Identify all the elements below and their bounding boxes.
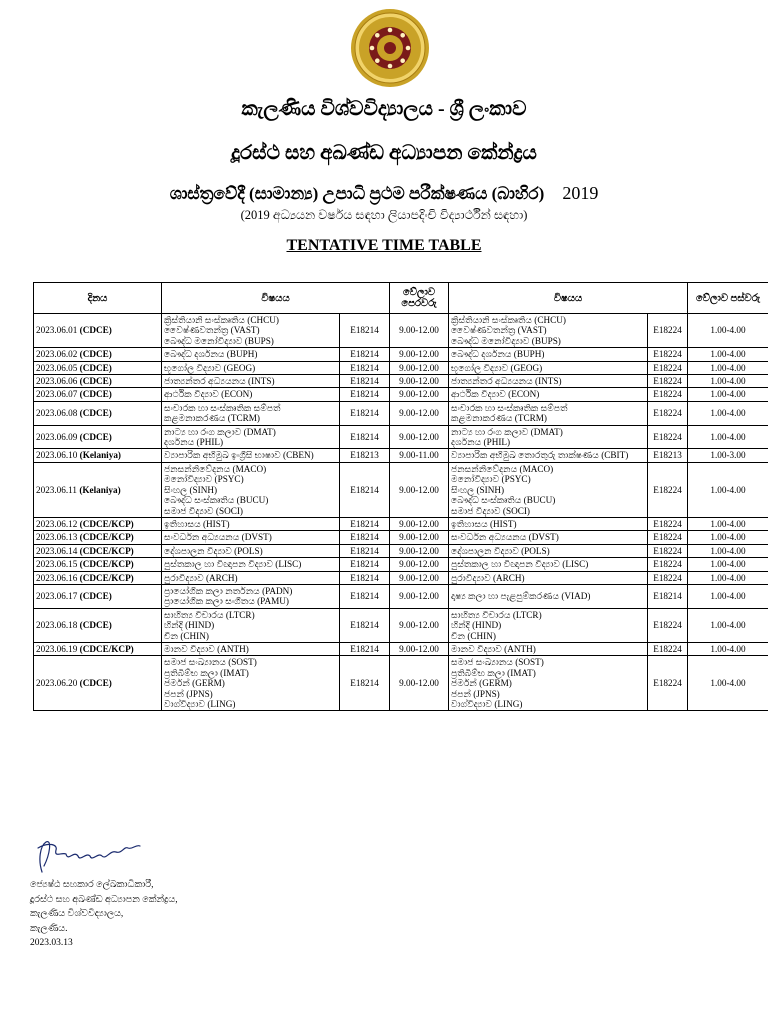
morning-time: 9.00-12.00 (390, 531, 449, 544)
morning-subjects-cell (162, 388, 340, 401)
exam-centre: (CDCE) (79, 591, 112, 602)
afternoon-time: 1.00-4.00 (688, 361, 768, 374)
morning-paper-code: E18214 (340, 531, 390, 544)
exam-centre: (Kelaniya) (79, 484, 121, 495)
morning-time: 9.00-12.00 (390, 314, 449, 348)
subject-line: බෞද්ධ මනෝවිද්‍යාව (BUPS) (164, 335, 274, 346)
subject-line: පුරාවිද්‍යාව (ARCH) (164, 572, 238, 583)
document-title: TENTATIVE TIME TABLE (286, 237, 482, 254)
morning-paper-code: E18214 (340, 642, 390, 655)
afternoon-paper-code: E18224 (648, 361, 688, 374)
exam-centre: (CDCE/KCP) (79, 643, 134, 654)
exam-date: 2023.06.01 (36, 325, 78, 336)
table-row (34, 348, 768, 361)
date-cell (34, 375, 162, 388)
subject-line: පුස්තකාල හා විඥාපන විද්‍යාව (LISC) (164, 559, 302, 570)
issue-date: 2023.03.13 (30, 938, 73, 948)
table-header-row (34, 283, 768, 314)
exam-date: 2023.06.19 (36, 643, 78, 654)
subject-line: දර්ශනය (PHIL) (451, 437, 511, 448)
subject-line: බෞද්ධ සංස්කෘතිය (BUCU) (451, 495, 556, 506)
subject-line: ක්‍රිස්තියානි සංස්කෘතිය (CHCU) (451, 315, 566, 325)
exam-date: 2023.06.05 (36, 362, 78, 373)
date-cell (34, 558, 162, 571)
date-cell (34, 314, 162, 348)
exam-centre: (CDCE) (79, 376, 112, 387)
morning-time: 9.00-12.00 (390, 584, 449, 608)
afternoon-subjects-cell (449, 531, 648, 544)
table-row (34, 375, 768, 388)
date-cell (34, 656, 162, 711)
morning-subjects-cell (162, 544, 340, 557)
subject-line: ඉතිහාසය (HIST) (164, 518, 230, 529)
subject-line: වෛෂ්ණවතන්ත්‍ර (VAST) (451, 325, 547, 336)
subject-line: වාග්විද්‍යාව (LING) (164, 699, 236, 709)
afternoon-paper-code: E18224 (648, 608, 688, 642)
date-cell (34, 401, 162, 425)
afternoon-subjects-cell (449, 462, 648, 517)
subject-line: වාග්විද්‍යාව (LING) (451, 699, 523, 709)
afternoon-subjects-cell (449, 388, 648, 401)
morning-paper-code: E18214 (340, 388, 390, 401)
afternoon-time: 1.00-4.00 (688, 314, 768, 348)
signatory-block (30, 878, 178, 951)
exam-title (0, 183, 768, 204)
afternoon-subjects-cell (449, 544, 648, 557)
afternoon-time: 1.00-4.00 (688, 388, 768, 401)
morning-paper-code: E18213 (340, 449, 390, 462)
morning-paper-code: E18214 (340, 571, 390, 584)
morning-paper-code: E18214 (340, 361, 390, 374)
afternoon-time: 1.00-4.00 (688, 401, 768, 425)
table-row (34, 656, 768, 711)
exam-date: 2023.06.10 (36, 450, 78, 461)
afternoon-paper-code: E18224 (648, 401, 688, 425)
afternoon-subjects-cell (449, 314, 648, 348)
subject-line: සමාජ විද්‍යාව (SOCI) (164, 505, 243, 516)
subject-line: ජනසන්නිවේදනය (MACO) (164, 463, 267, 474)
table-row (34, 558, 768, 571)
afternoon-time: 1.00-4.00 (688, 558, 768, 571)
date-cell (34, 584, 162, 608)
table-row (34, 449, 768, 462)
afternoon-paper-code: E18224 (648, 375, 688, 388)
morning-subjects-cell (162, 375, 340, 388)
subject-line: දේශපාලන විද්‍යාව (POLS) (451, 545, 550, 556)
subject-line: ජාත්‍යන්තර අධ්‍යයනය (INTS) (164, 376, 275, 387)
morning-paper-code: E18214 (340, 401, 390, 425)
afternoon-paper-code: E18213 (648, 449, 688, 462)
afternoon-paper-code: E18224 (648, 425, 688, 449)
signature (32, 832, 152, 880)
exam-centre: (CDCE/KCP) (79, 559, 134, 570)
date-cell (34, 531, 162, 544)
exam-centre: (CDCE/KCP) (79, 545, 134, 556)
subject-line: කළමනාකරණය (TCRM) (164, 413, 260, 424)
table-row (34, 584, 768, 608)
subject-line: දර්ශනය (PHIL) (164, 437, 224, 448)
morning-subjects-cell (162, 517, 340, 530)
afternoon-paper-code: E18224 (648, 544, 688, 557)
morning-paper-code: E18214 (340, 544, 390, 557)
subject-line: සිංහල (SINH) (164, 484, 218, 495)
table-row (34, 571, 768, 584)
afternoon-time: 1.00-4.00 (688, 348, 768, 361)
afternoon-time: 1.00-4.00 (688, 642, 768, 655)
exam-date: 2023.06.07 (36, 389, 78, 400)
afternoon-subjects-cell (449, 642, 648, 655)
date-cell (34, 608, 162, 642)
exam-date: 2023.06.15 (36, 559, 78, 570)
table-row (34, 314, 768, 348)
exam-date: 2023.06.16 (36, 572, 78, 583)
morning-paper-code: E18214 (340, 517, 390, 530)
date-cell (34, 449, 162, 462)
afternoon-subjects-cell (449, 375, 648, 388)
exam-date: 2023.06.20 (36, 678, 78, 689)
morning-subjects-cell (162, 361, 340, 374)
subject-line: ව්‍යාපාරික අභිමුඛ තොරතුරු තාක්ෂණය (CBIT) (451, 450, 629, 461)
morning-subjects-cell (162, 531, 340, 544)
afternoon-time: 1.00-4.00 (688, 425, 768, 449)
subject-line: සාහිත්‍ය විචාරය (LTCR) (451, 609, 542, 620)
university-crest-logo (350, 8, 430, 88)
subject-line: ජනසන්නිවේදනය (MACO) (451, 463, 554, 474)
table-row (34, 388, 768, 401)
date-cell (34, 544, 162, 557)
subject-line: බෞද්ධ මනෝවිද්‍යාව (BUPS) (451, 335, 561, 346)
subject-line: භූගෝල විද්‍යාව (GEOG) (164, 362, 256, 373)
exam-date: 2023.06.14 (36, 545, 78, 556)
exam-centre: (CDCE) (79, 362, 112, 373)
exam-date: 2023.06.06 (36, 376, 78, 387)
subject-line: ප්‍රතිබිම්භ කලා (IMAT) (164, 667, 249, 678)
morning-subjects-cell (162, 558, 340, 571)
afternoon-time: 1.00-3.00 (688, 449, 768, 462)
afternoon-subjects-cell (449, 517, 648, 530)
subject-line: සමාජ සංඛ්‍යානය (SOST) (451, 657, 544, 668)
afternoon-time: 1.00-4.00 (688, 656, 768, 711)
morning-subjects-cell (162, 425, 340, 449)
afternoon-paper-code: E18224 (648, 531, 688, 544)
exam-date: 2023.06.13 (36, 532, 78, 543)
header-time-afternoon: වේලාව පස්වරු (688, 283, 768, 314)
exam-date: 2023.06.08 (36, 408, 78, 419)
table-row (34, 361, 768, 374)
morning-subjects-cell (162, 462, 340, 517)
morning-time: 9.00-12.00 (390, 348, 449, 361)
subject-line: ඉතිහාසය (HIST) (451, 518, 517, 529)
afternoon-subjects-cell (449, 571, 648, 584)
morning-paper-code: E18214 (340, 608, 390, 642)
afternoon-paper-code: E18224 (648, 571, 688, 584)
exam-centre: (CDCE) (79, 325, 112, 336)
subject-line: මානව විද්‍යාව (ANTH) (451, 643, 536, 654)
subject-line: ව්‍යාපාරික අභිමුඛ ඉංග්‍රීසි භාෂාව (CBEN) (164, 450, 314, 461)
exam-date: 2023.06.11 (36, 484, 78, 495)
subject-line: ආර්ථික විද්‍යාව (ECON) (451, 389, 540, 400)
signatory-centre: දූරස්ථ සහ අඛණ්ඩ අධ්‍යාපන කේන්ද්‍රය, (30, 894, 178, 905)
subject-line: සංවර්ධන අධ්‍යයනය (DVST) (164, 532, 272, 543)
afternoon-time: 1.00-4.00 (688, 584, 768, 608)
afternoon-subjects-cell (449, 348, 648, 361)
subject-line: ජාත්‍යන්තර අධ්‍යයනය (INTS) (451, 376, 562, 387)
morning-time: 9.00-12.00 (390, 558, 449, 571)
table-row (34, 531, 768, 544)
morning-time: 9.00-11.00 (390, 449, 449, 462)
afternoon-time: 1.00-4.00 (688, 608, 768, 642)
subject-line: බෞද්ධ දර්ශනය (BUPH) (164, 349, 258, 360)
signatory-university: කැලණිය විශ්වවිද්‍යාලය, (30, 909, 124, 919)
subject-line: මනෝවිද්‍යාව (PSYC) (164, 474, 244, 485)
centre-name: දූරස්ථ සහ අඛණ්ඩ අධ්‍යාපන කේන්ද්‍රය (231, 142, 537, 164)
exam-centre: (CDCE) (79, 408, 112, 419)
morning-time: 9.00-12.00 (390, 517, 449, 530)
date-cell (34, 348, 162, 361)
exam-date: 2023.06.18 (36, 620, 78, 631)
morning-subjects-cell (162, 642, 340, 655)
subject-line: දේශපාලන විද්‍යාව (POLS) (164, 545, 263, 556)
subject-line: බෞද්ධ සංස්කෘතිය (BUCU) (164, 495, 269, 506)
morning-time: 9.00-12.00 (390, 388, 449, 401)
afternoon-time: 1.00-4.00 (688, 375, 768, 388)
exam-centre: (CDCE) (79, 678, 112, 689)
university-name: කැලණිය විශ්වවිද්‍යාලය - ශ්‍රී ලංකාව (241, 98, 527, 120)
exam-centre: (Kelaniya) (79, 450, 121, 461)
exam-name: ශාස්ත්‍රවේදී (සාමාන්‍ය) උපාධි ප්‍රථම පරීක්ෂණය (බාහිර) (169, 184, 545, 203)
header-time-morning: වේලාව පෙරවරු (390, 283, 449, 314)
subject-line: ප්‍රායෝගික කලා සංගීතය (PAMU) (164, 596, 289, 607)
afternoon-subjects-cell (449, 401, 648, 425)
table-row (34, 544, 768, 557)
subject-line: ජපන් (JPNS) (164, 688, 213, 699)
table-row (34, 608, 768, 642)
subject-line: සංචාරක හා සංස්කෘතික සම්පත් (164, 402, 281, 413)
morning-time: 9.00-12.00 (390, 571, 449, 584)
subject-line: නාට්‍ය හා රංග කලාව (DMAT) (451, 426, 563, 437)
subject-line: බෞද්ධ දර්ශනය (BUPH) (451, 349, 545, 360)
morning-time: 9.00-12.00 (390, 425, 449, 449)
afternoon-time: 1.00-4.00 (688, 462, 768, 517)
subject-line: ජපන් (JPNS) (451, 688, 500, 699)
afternoon-subjects-cell (449, 608, 648, 642)
exam-timetable (33, 282, 768, 711)
exam-subtitle: (2019 අධ්‍යයන වර්ෂය සඳහා ලියාපදිංචි විද්‍යාර්ථීන් සඳහා) (240, 208, 528, 222)
subject-line: සාහිත්‍ය විචාරය (LTCR) (164, 609, 255, 620)
morning-subjects-cell (162, 571, 340, 584)
afternoon-paper-code: E18224 (648, 517, 688, 530)
subject-line: ජර්මන් (GERM) (164, 678, 225, 689)
afternoon-subjects-cell (449, 584, 648, 608)
header-date: දිනය (34, 283, 162, 314)
subject-line: ප්‍රතිබිම්භ කලා (IMAT) (451, 667, 536, 678)
table-row (34, 425, 768, 449)
subject-line: ක්‍රිස්තියානි සංස්කෘතිය (CHCU) (164, 315, 279, 325)
subject-line: සමාජ සංඛ්‍යානය (SOST) (164, 657, 257, 668)
exam-centre: (CDCE) (79, 389, 112, 400)
date-cell (34, 361, 162, 374)
date-cell (34, 425, 162, 449)
exam-date: 2023.06.17 (36, 591, 78, 602)
exam-centre: (CDCE/KCP) (79, 532, 134, 543)
subject-line: වෛෂ්ණවතන්ත්‍ර (VAST) (164, 325, 260, 336)
morning-time: 9.00-12.00 (390, 544, 449, 557)
afternoon-paper-code: E18224 (648, 348, 688, 361)
subject-line: මානව විද්‍යාව (ANTH) (164, 643, 249, 654)
subject-line: සංවර්ධන අධ්‍යයනය (DVST) (451, 532, 559, 543)
subject-line: සිංහල (SINH) (451, 484, 505, 495)
morning-paper-code: E18214 (340, 462, 390, 517)
morning-subjects-cell (162, 608, 340, 642)
morning-time: 9.00-12.00 (390, 608, 449, 642)
subject-line: ආර්ථික විද්‍යාව (ECON) (164, 389, 253, 400)
exam-centre: (CDCE) (79, 349, 112, 360)
afternoon-paper-code: E18224 (648, 388, 688, 401)
morning-time: 9.00-12.00 (390, 375, 449, 388)
subject-line: ජර්මන් (GERM) (451, 678, 512, 689)
signatory-title: ජ්‍යෙෂ්ඨ සහකාර ලේඛකාධිකාරී, (30, 880, 154, 890)
morning-paper-code: E18214 (340, 314, 390, 348)
subject-line: මනෝවිද්‍යාව (PSYC) (451, 474, 531, 485)
subject-line: සංචාරක හා සංස්කෘතික සම්පත් (451, 402, 568, 413)
morning-paper-code: E18214 (340, 425, 390, 449)
subject-line: කළමනාකරණය (TCRM) (451, 413, 547, 424)
exam-centre: (CDCE) (79, 431, 112, 442)
subject-line: පුරාවිද්‍යාව (ARCH) (451, 572, 525, 583)
morning-subjects-cell (162, 348, 340, 361)
afternoon-time: 1.00-4.00 (688, 544, 768, 557)
exam-date: 2023.06.12 (36, 518, 78, 529)
afternoon-subjects-cell (449, 449, 648, 462)
date-cell (34, 462, 162, 517)
subject-line: නාට්‍ය හා රංග කලාව (DMAT) (164, 426, 276, 437)
afternoon-subjects-cell (449, 361, 648, 374)
afternoon-paper-code: E18224 (648, 656, 688, 711)
subject-line: භූගෝල විද්‍යාව (GEOG) (451, 362, 543, 373)
morning-time: 9.00-12.00 (390, 462, 449, 517)
morning-paper-code: E18214 (340, 348, 390, 361)
morning-paper-code: E18214 (340, 656, 390, 711)
header-subject-afternoon: විෂයය (449, 283, 688, 314)
subject-line: හින්දි (HIND) (451, 620, 502, 631)
subject-line: චීන (CHIN) (451, 630, 496, 641)
morning-subjects-cell (162, 656, 340, 711)
afternoon-subjects-cell (449, 425, 648, 449)
morning-paper-code: E18214 (340, 584, 390, 608)
subject-line: ප්‍රායෝගික කලා නර්තනය (PADN) (164, 585, 293, 596)
exam-centre: (CDCE/KCP) (79, 572, 134, 583)
subject-line: චීන (CHIN) (164, 630, 209, 641)
table-row (34, 401, 768, 425)
subject-line: හින්දි (HIND) (164, 620, 215, 631)
afternoon-subjects-cell (449, 656, 648, 711)
exam-year: 2019 (562, 183, 599, 203)
afternoon-time: 1.00-4.00 (688, 571, 768, 584)
table-row (34, 462, 768, 517)
morning-time: 9.00-12.00 (390, 656, 449, 711)
afternoon-subjects-cell (449, 558, 648, 571)
exam-date: 2023.06.09 (36, 431, 78, 442)
subject-line: පුස්තකාල හා විඥාපන විද්‍යාව (LISC) (451, 559, 589, 570)
afternoon-time: 1.00-4.00 (688, 531, 768, 544)
afternoon-paper-code: E18214 (648, 584, 688, 608)
signatory-city: කැලණිය. (30, 923, 68, 934)
afternoon-paper-code: E18224 (648, 642, 688, 655)
exam-centre: (CDCE) (79, 620, 112, 631)
table-row (34, 642, 768, 655)
morning-subjects-cell (162, 401, 340, 425)
morning-subjects-cell (162, 314, 340, 348)
morning-subjects-cell (162, 584, 340, 608)
table-row (34, 517, 768, 530)
afternoon-paper-code: E18224 (648, 558, 688, 571)
subject-line: දෘෂ්‍ය කලා හා පැළපුම්කරණය (VIAD) (451, 591, 591, 602)
date-cell (34, 642, 162, 655)
afternoon-paper-code: E18224 (648, 462, 688, 517)
date-cell (34, 517, 162, 530)
morning-time: 9.00-12.00 (390, 642, 449, 655)
afternoon-paper-code: E18224 (648, 314, 688, 348)
afternoon-time: 1.00-4.00 (688, 517, 768, 530)
morning-paper-code: E18214 (340, 558, 390, 571)
morning-paper-code: E18214 (340, 375, 390, 388)
header-subject-morning: විෂයය (162, 283, 390, 314)
exam-date: 2023.06.02 (36, 349, 78, 360)
morning-subjects-cell (162, 449, 340, 462)
date-cell (34, 388, 162, 401)
subject-line: සමාජ විද්‍යාව (SOCI) (451, 505, 530, 516)
morning-time: 9.00-12.00 (390, 361, 449, 374)
morning-time: 9.00-12.00 (390, 401, 449, 425)
exam-centre: (CDCE/KCP) (79, 518, 134, 529)
date-cell (34, 571, 162, 584)
